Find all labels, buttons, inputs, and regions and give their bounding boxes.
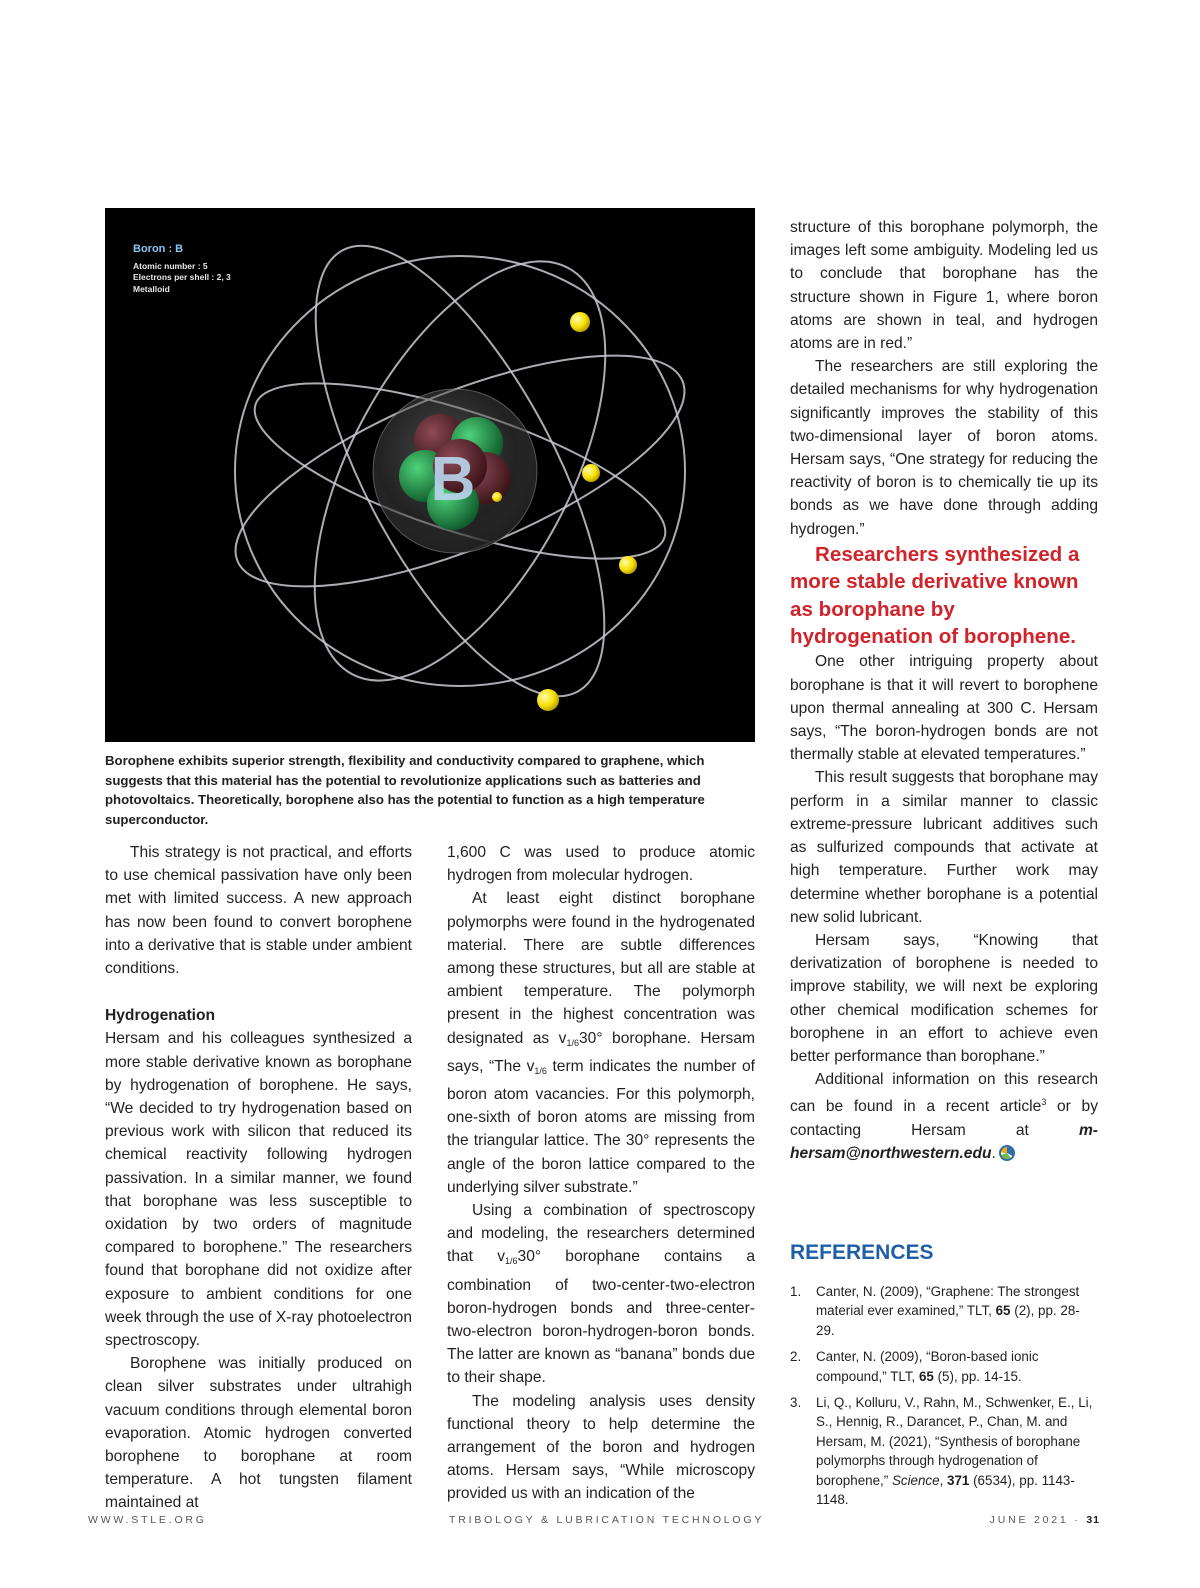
paragraph: Hersam and his colleagues synthesized a more stable derivative known as borophane by hydrogenation of borophene. He says, “We decided to try hydrogenation based on previous work with silicon that reduced its chemical reactivity following hydrogen passivation. In a similar manner, we found that borophane was less susceptible to oxidation by two orders of magnitude compared to borophene.” The researchers found that borophane did not oxidize after exposure to ambient conditions for one week through the use of X-ray photoelectron spectroscopy. [105,1030,412,1350]
electron [492,492,502,502]
text-run: (6534), pp. 1143-1148. [816,1472,1075,1508]
email-link[interactable]: m-hersam@northwestern.edu [790,1121,1098,1162]
section-heading: Hydrogenation [105,1007,216,1025]
electron [537,689,559,711]
subscript: 1/6 [566,1037,579,1048]
electron [582,464,600,482]
text-run: 30° borophane. Hersam says, “The v [447,1029,755,1075]
paragraph: The modeling analysis uses density functional theory to help determine the arrangement of the boron and hydrogen atoms. Hersam says, “While microscopy provided us with an indication of the [447,1392,755,1503]
text-run: term indicates the number of boron atom vacancies. For this polymorph, one-sixth of boron atoms are missing from the triangular lattice. The 30° represents the angle of the boron lattice compared to the underlying silver substrate.” [447,1057,756,1196]
text-run: Canter, N. (2009), “Boron-based ionic compound,” TLT, [816,1349,1039,1384]
paragraph: This result suggests that borophane may perform in a similar manner to classic extreme-pressure lubricant additives such as sulfurized compounds that activate at high temperature. Further work may determine whether borophane is a potential new solid lubricant. [790,769,1098,926]
column-3 [790,216,1098,1165]
paragraph: structure of this borophane polymorph, the images left some ambiguity. Modeling led us to conclude that borophane has the structure shown in Figure 1, where boron atoms are shown in teal, and hydrogen atoms are in red.” [790,219,1098,353]
pull-quote: Researchers synthesized a more stable derivative known as borophane by hydrogenation of borophene. [790,542,1080,649]
text-run: At least eight distinct borophane polymorphs were found in the hydrogenated material. There are subtle differences among these structures, but all are stable at ambient temperature. The polymorph present in the highest concentration was designated as v [447,890,755,1047]
boron-atom-illustration [105,208,755,742]
boron-atom-figure [105,208,755,742]
text-run: Additional information on this research can be found in a recent article [790,1071,1098,1116]
volume: 371 [947,1472,970,1488]
references-list [790,1282,1098,1516]
reference-item [790,1347,1098,1386]
reference-number: 1. [790,1284,802,1299]
subscript: 1/6 [534,1065,547,1076]
text-run: Canter, N. (2009), “Graphene: The strongest material ever examined,” TLT, [816,1284,1080,1319]
footer-date-page [990,1514,1100,1526]
reference-number: 3. [790,1395,802,1411]
nucleus-symbol: B [430,445,476,514]
footer-website[interactable]: WWW.STLE.ORG [88,1514,207,1526]
references-title: REFERENCES [790,1241,934,1264]
paragraph: This strategy is not practical, and efforts to use chemical passivation have only been met with limited success. A new approach has now been found to convert borophene into a derivative that is stable under ambient conditions. [105,844,412,978]
subscript: 1/6 [505,1256,518,1267]
text-run: or by contacting Hersam at [790,1098,1099,1139]
electron [570,312,590,332]
electron [619,556,637,574]
paragraph: Hersam says, “Knowing that derivatization of borophene is needed to improve stability, we will next be exploring other chemical modification schemes for borophene in an effort to achieve even better performance than borophane.” [790,931,1098,1065]
paragraph: Borophene was initially produced on clean silver substrates under ultrahigh vacuum conditions through elemental boron evaporation. Atomic hydrogen converted borophene to borophane at room temperature. A hot tungsten filament maintained at [105,1355,412,1512]
column-1 [105,841,412,1515]
footer-separator: · [1068,1514,1087,1526]
paragraph: One other intriguing property about borophane is that it will revert to borophene upon thermal annealing at 300 C. Hersam says, “The boron-hydrogen bonds are not thermally stable at elevated temperatures.” [790,653,1098,764]
footer-publication: TRIBOLOGY & LUBRICATION TECHNOLOGY [449,1514,765,1526]
electrons-per-shell: Electrons per shell : 2, 3 [133,272,231,282]
column-2 [447,841,755,1506]
text-run: (5), pp. 14-15. [933,1368,1022,1384]
text-run: 30° borophane contains a combination of two-center-two-electron boron-hydrogen bonds and three-center-two-electron boron-hydrogen-boron bonds. The latter are known as “banana” bonds due to their shape. [447,1248,755,1387]
text-run: Li, Q., Kolluru, V., Rahn, M., Schwenker, E., Li, S., Hennig, R., Darancet, P., Chan, M. and Hersam, M. (2021), “Synthesis of borophane polymorphs through hydrogenation of borophene,” [816,1395,1093,1488]
element-category: Metalloid [133,284,170,294]
paragraph: The researchers are still exploring the detailed mechanisms for why hydrogenation significantly improves the stability of this two-dimensional layer of boron atoms. Hersam says, “One strategy for reducing the reactivity of boron is to chemically tie up its bonds as we have done through adding hydrogen.” [790,358,1098,538]
stle-logo-icon [999,1145,1015,1161]
paragraph [447,887,755,1199]
paragraph [447,1199,755,1390]
reference-item [790,1282,1098,1340]
volume: 65 [995,1303,1011,1319]
reference-number: 2. [790,1349,802,1365]
page-number: 31 [1086,1514,1100,1526]
paragraph [790,1068,1098,1165]
text-run: Using a combination of spectroscopy and modeling, the researchers determined that v [447,1202,755,1266]
text-run: (2), pp. 28-29. [816,1303,1080,1338]
footnote-ref: 3 [1041,1097,1047,1108]
paragraph: 1,600 C was used to produce atomic hydrogen from molecular hydrogen. [447,844,755,885]
reference-item [790,1393,1098,1509]
journal: Science [891,1472,940,1488]
atomic-number: Atomic number : 5 [133,261,208,271]
figure-caption: Borophene exhibits superior strength, flexibility and conductivity compared to graphene, which suggests that this material has the potential to revolutionize applications such as batteries and photovoltaics. Theoretically, borophene also has the potential to function as a high temperature superconductor. [105,753,705,827]
element-name: Boron : B [133,243,184,255]
footer-date: JUNE 2021 [989,1514,1069,1526]
text-run: , [939,1472,948,1488]
volume: 65 [918,1368,934,1384]
text-run: . [991,1144,996,1162]
